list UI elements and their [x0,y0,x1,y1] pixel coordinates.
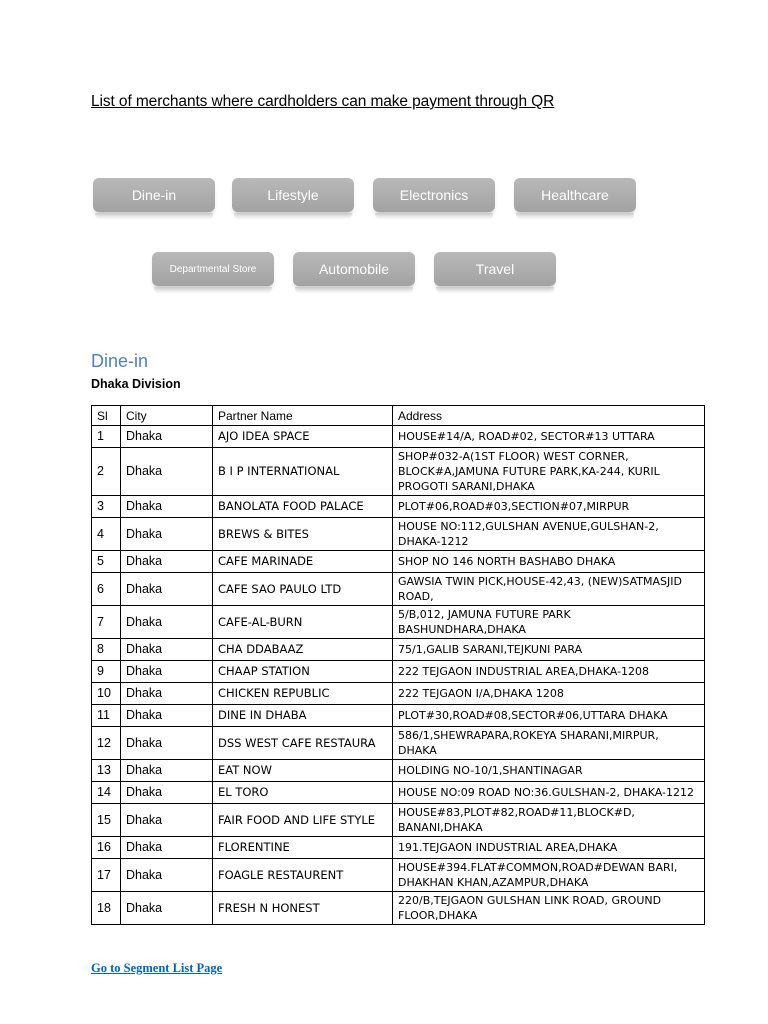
cell-city: Dhaka [121,760,213,782]
cell-sl: 10 [92,683,121,705]
header-sl: Sl [92,406,121,426]
segment-button-departmental-store[interactable]: Departmental Store [152,252,274,286]
cell-city: Dhaka [121,837,213,859]
cell-city: Dhaka [121,551,213,573]
cell-address: 220/B,TEJGAON GULSHAN LINK ROAD, GROUND FLOOR,DHAKA [393,892,705,925]
segment-button-automobile[interactable]: Automobile [293,252,415,286]
cell-city: Dhaka [121,639,213,661]
division-label: Dhaka Division [91,377,181,391]
cell-sl: 2 [92,448,121,496]
segment-button-travel[interactable]: Travel [434,252,556,286]
cell-sl: 12 [92,727,121,760]
cell-city: Dhaka [121,448,213,496]
table-row [92,518,705,551]
cell-sl: 14 [92,782,121,804]
cell-partner-name: CHICKEN REPUBLIC [213,683,393,705]
cell-sl: 4 [92,518,121,551]
cell-sl: 17 [92,859,121,892]
table-row [92,859,705,892]
table-row [92,496,705,518]
cell-sl: 3 [92,496,121,518]
cell-sl: 1 [92,426,121,448]
cell-address: 222 TEJGAON I/A,DHAKA 1208 [393,683,705,705]
cell-address: 5/B,012, JAMUNA FUTURE PARK BASHUNDHARA,DHAKA [393,606,705,639]
cell-partner-name: BREWS & BITES [213,518,393,551]
cell-partner-name: FOAGLE RESTAURENT [213,859,393,892]
cell-partner-name: CAFE-AL-BURN [213,606,393,639]
cell-address: SHOP NO 146 NORTH BASHABO DHAKA [393,551,705,573]
table-row [92,804,705,837]
cell-partner-name: FAIR FOOD AND LIFE STYLE [213,804,393,837]
merchant-table [91,405,705,925]
cell-partner-name: FRESH N HONEST [213,892,393,925]
cell-sl: 11 [92,705,121,727]
cell-sl: 15 [92,804,121,837]
cell-city: Dhaka [121,518,213,551]
cell-sl: 16 [92,837,121,859]
segment-button-dine-in[interactable]: Dine-in [93,178,215,212]
table-row [92,837,705,859]
header-partner-name: Partner Name [213,406,393,426]
cell-address: 191.TEJGAON INDUSTRIAL AREA,DHAKA [393,837,705,859]
cell-city: Dhaka [121,683,213,705]
cell-address: HOUSE#14/A, ROAD#02, SECTOR#13 UTTARA [393,426,705,448]
table-body [92,426,705,925]
cell-address: HOUSE NO:09 ROAD NO:36.GULSHAN-2, DHAKA-1212 [393,782,705,804]
cell-address: HOUSE#83,PLOT#82,ROAD#11,BLOCK#D, BANANI,DHAKA [393,804,705,837]
cell-sl: 6 [92,573,121,606]
table-row [92,727,705,760]
segment-button-electronics[interactable]: Electronics [373,178,495,212]
header-city: City [121,406,213,426]
cell-sl: 7 [92,606,121,639]
cell-city: Dhaka [121,892,213,925]
page-title: List of merchants where cardholders can make payment through QR [91,93,555,110]
cell-city: Dhaka [121,705,213,727]
cell-partner-name: EAT NOW [213,760,393,782]
cell-partner-name: AJO IDEA SPACE [213,426,393,448]
cell-partner-name: CHA DDABAAZ [213,639,393,661]
segment-list-link[interactable]: Go to Segment List Page [91,961,223,975]
cell-city: Dhaka [121,573,213,606]
cell-partner-name: DINE IN DHABA [213,705,393,727]
cell-partner-name: BANOLATA FOOD PALACE [213,496,393,518]
cell-sl: 13 [92,760,121,782]
table-row [92,551,705,573]
table-row [92,448,705,496]
cell-sl: 5 [92,551,121,573]
table-row [92,683,705,705]
cell-city: Dhaka [121,804,213,837]
cell-address: 222 TEJGAON INDUSTRIAL AREA,DHAKA-1208 [393,661,705,683]
table-row [92,705,705,727]
cell-city: Dhaka [121,782,213,804]
table-row [92,782,705,804]
cell-address: 75/1,GALIB SARANI,TEJKUNI PARA [393,639,705,661]
cell-sl: 9 [92,661,121,683]
cell-partner-name: CAFE MARINADE [213,551,393,573]
table-row [92,606,705,639]
table-row [92,573,705,606]
cell-address: PLOT#30,ROAD#08,SECTOR#06,UTTARA DHAKA [393,705,705,727]
cell-sl: 8 [92,639,121,661]
cell-partner-name: CHAAP STATION [213,661,393,683]
cell-partner-name: CAFE SAO PAULO LTD [213,573,393,606]
cell-city: Dhaka [121,496,213,518]
cell-partner-name: B I P INTERNATIONAL [213,448,393,496]
cell-sl: 18 [92,892,121,925]
segment-button-lifestyle[interactable]: Lifestyle [232,178,354,212]
cell-address: HOUSE NO:112,GULSHAN AVENUE,GULSHAN-2, DHAKA-1212 [393,518,705,551]
cell-address: PLOT#06,ROAD#03,SECTION#07,MIRPUR [393,496,705,518]
cell-city: Dhaka [121,727,213,760]
table-row [92,661,705,683]
cell-city: Dhaka [121,426,213,448]
cell-partner-name: DSS WEST CAFE RESTAURA [213,727,393,760]
cell-address: GAWSIA TWIN PICK,HOUSE-42,43, (NEW)SATMASJID ROAD, [393,573,705,606]
segment-button-healthcare[interactable]: Healthcare [514,178,636,212]
header-address: Address [393,406,705,426]
cell-partner-name: FLORENTINE [213,837,393,859]
cell-city: Dhaka [121,606,213,639]
table-row [92,760,705,782]
cell-city: Dhaka [121,859,213,892]
table-row [92,639,705,661]
cell-address: HOLDING NO-10/1,SHANTINAGAR [393,760,705,782]
section-heading: Dine-in [91,351,149,371]
cell-city: Dhaka [121,661,213,683]
table-row [92,426,705,448]
cell-address: HOUSE#394.FLAT#COMMON,ROAD#DEWAN BARI, DHAKHAN KHAN,AZAMPUR,DHAKA [393,859,705,892]
table-row [92,892,705,925]
cell-address: SHOP#032-A(1ST FLOOR) WEST CORNER, BLOCK#A,JAMUNA FUTURE PARK,KA-244, KURIL PROGOTI SARANI,DHAKA [393,448,705,496]
cell-address: 586/1,SHEWRAPARA,ROKEYA SHARANI,MIRPUR, DHAKA [393,727,705,760]
cell-partner-name: EL TORO [213,782,393,804]
table-header-row [92,406,705,426]
